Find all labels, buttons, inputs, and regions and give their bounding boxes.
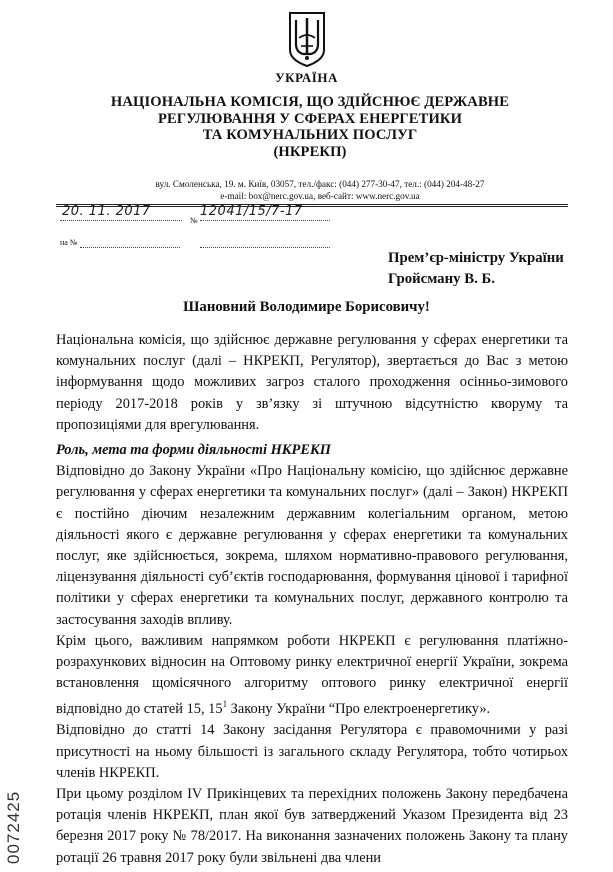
- contact-address-phones: вул. Смоленська, 19. м. Київ, 03057, тел./факс: (044) 277-30-47, тел.: (044) 204-48-27: [155, 179, 485, 189]
- addressee: [388, 248, 564, 290]
- intro-paragraph: Національна комісія, що здійснює державне регулювання у сферах енергетики та комунальних послуг (далі – НКРЕКП, Регулятор), звертається до Вас з метою інформування щодо можливих загроз сталого проходження осінньо-зимового періоду 2017-2018 років у зв’язку зі штучною відсутністю кворуму та пропозиціями для врегулювання.: [56, 332, 568, 433]
- country-name: УКРАЇНА: [275, 70, 338, 85]
- paragraph-rotation: При цьому розділом IV Прикінцевих та перехідних положень Закону передбачена ротація членів НКРЕКП, план якої був затверджений Указом Президента від 23 березня 2017 року № 78/2017. На виконання зазначених положень Закону та плану ротації 26 травня 2017 року були звільнені два члени: [56, 786, 568, 866]
- reply-number-dotted-line: [200, 247, 330, 248]
- addressee-position: Прем’єр-міністру України: [388, 250, 564, 266]
- coat-of-arms-emblem: [287, 10, 327, 68]
- addressee-name: Гройсману В. Б.: [388, 271, 495, 287]
- paragraph-role: Відповідно до Закону України «Про Національну комісію, що здійснює державне регулювання у сферах енергетики та комунальних послуг» (далі – Закон) НКРЕКП є постійно діючим незалежним державним колегіальним органом, метою діяльності якого є державне регулювання у сферах енергетики та комунальних послуг, яке здійснюється, зокрема, шляхом нормативно-правового регулювання, ліцензування діяльності суб’єктів господарювання, формування цінової і тарифної політики у сферах енергетики та комунальних послуг, державного контролю та застосування заходів впливу.: [56, 463, 568, 628]
- outgoing-number: 12041/15/7-17: [200, 204, 303, 219]
- paragraph-quorum: Відповідно до статті 14 Закону засідання Регулятора є правомочними у разі присутності на ньому більшості із загального складу Регулятора, тобто чотирьох членів НКРЕКП.: [56, 722, 568, 781]
- contact-email-website: e-mail: box@nerc.gov.ua, веб-сайт: www.nerc.gov.ua: [220, 191, 420, 201]
- org-name-line-1: НАЦІОНАЛЬНА КОМІСІЯ, ЩО ЗДІЙСНЮЄ ДЕРЖАВНЕ: [110, 94, 510, 110]
- paragraph-payment-relations-text: Крім цього, важливим напрямком роботи НКРЕКП є регулювання платіжно-розрахункових відносин на Оптовому ринку електричної енергії України, зокрема встановлення щомісячного алгоритму оптового ринку електричної енергії відповідно до статей 15, 15: [56, 632, 568, 718]
- paragraph-payment-relations: [56, 631, 568, 721]
- article-superscript: 1: [222, 699, 228, 710]
- date-dotted-line: [60, 220, 182, 221]
- org-name-line-3: ТА КОМУНАЛЬНИХ ПОСЛУГ: [202, 127, 418, 143]
- number-label: №: [190, 216, 198, 225]
- paragraph-payment-relations-end: Закону України “Про електроенергетику».: [227, 701, 491, 718]
- contact-info: [60, 178, 580, 202]
- registry-stamp-number: [4, 784, 26, 864]
- salutation: Шановний Володимире Борисовичу!: [183, 299, 430, 315]
- organization-name: [60, 94, 560, 160]
- registry-stamp-text: 0072425: [4, 790, 23, 864]
- outgoing-date: 20. 11. 2017: [62, 204, 151, 219]
- org-name-line-2: РЕГУЛЮВАННЯ У СФЕРАХ ЕНЕРГЕТИКИ: [157, 110, 463, 127]
- reply-to-label: на №: [60, 238, 78, 247]
- reply-date-dotted-line: [80, 247, 180, 248]
- org-short-name: (НКРЕКП): [273, 143, 347, 160]
- number-dotted-line: [200, 220, 330, 221]
- main-section: [56, 440, 568, 869]
- section-heading: Роль, мета та форми діяльності НКРЕКП: [56, 442, 331, 458]
